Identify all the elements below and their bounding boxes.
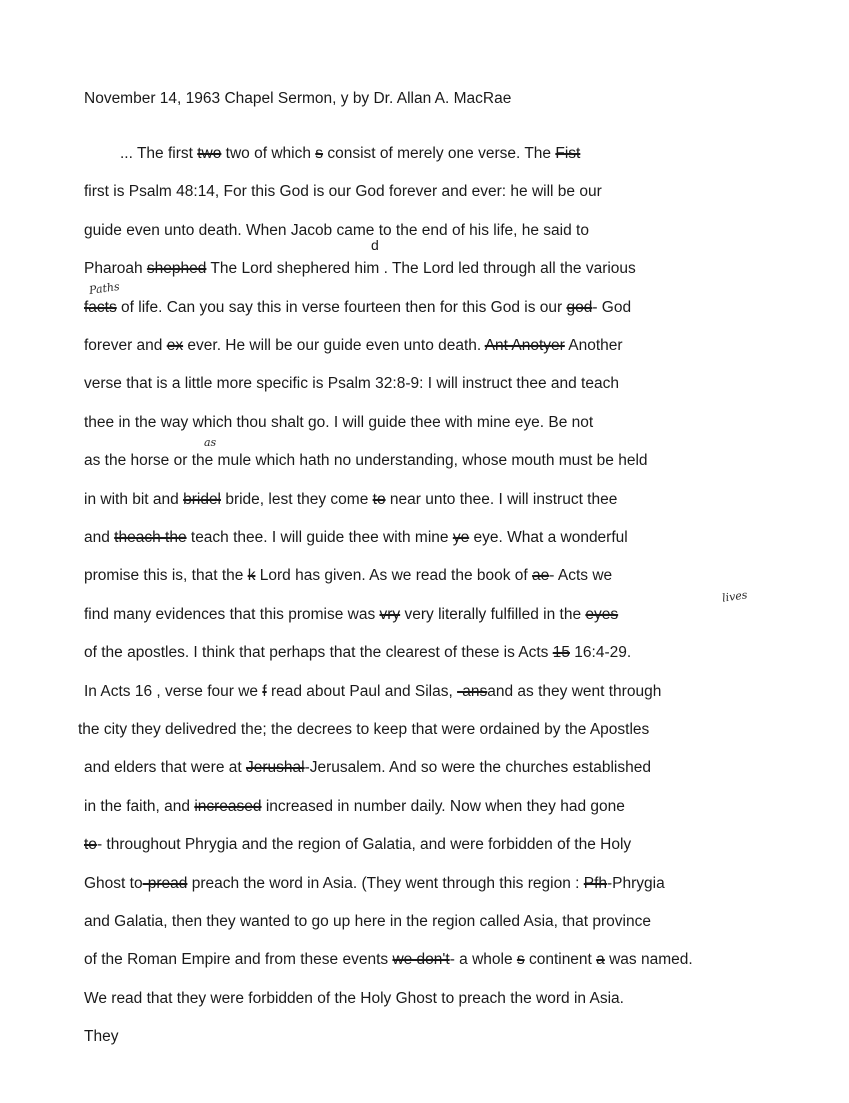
text-segment: continent <box>524 951 597 969</box>
text-segment: Pharoah <box>84 260 147 278</box>
text-segment: of the Roman Empire and from these events <box>84 951 393 969</box>
text-segment: -Phrygia <box>607 874 665 892</box>
text-segment: - throughout Phrygia and the region of Galatia, and were forbidden of the Holy <box>96 836 632 854</box>
text-segment: We read that they were forbidden of the Holy Ghost to preach the word in Asia. <box>84 989 624 1007</box>
text-line <box>84 913 651 931</box>
text-segment: increased in number daily. Now when they had gone <box>261 797 625 815</box>
text-segment: They <box>84 1028 119 1046</box>
struck-text: theach the <box>114 529 187 546</box>
text-segment: of the apostles. I think that perhaps that the clearest of these is Acts <box>84 644 553 662</box>
struck-text: we don't <box>392 951 450 969</box>
text-line <box>84 1028 118 1046</box>
struck-text: a <box>596 951 605 969</box>
text-line <box>84 299 631 317</box>
text-segment: thee in the way which thou shalt go. I will guide thee with mine eye. Be not <box>84 413 594 431</box>
text-segment: teach thee. I will guide thee with mine <box>186 529 453 546</box>
struck-text: bridel <box>183 490 222 508</box>
struck-text: Fist <box>555 145 581 162</box>
sermon-header: November 14, 1963 Chapel Sermon, y by Dr. Allan A. MacRae <box>84 90 512 107</box>
text-segment: -Jerusalem. And so were the churches established <box>304 759 651 777</box>
text-segment: preach the word in Asia. (They went through this region : <box>187 874 584 892</box>
handwritten-paths-annotation: Paths <box>88 279 121 298</box>
struck-text: vry <box>379 605 401 623</box>
text-segment: ... The first <box>120 145 198 162</box>
text-segment: forever and <box>84 337 167 354</box>
text-line <box>84 375 619 393</box>
text-line <box>84 683 661 701</box>
text-line <box>84 222 589 240</box>
struck-text: -ans <box>457 682 488 700</box>
text-line <box>84 183 602 201</box>
text-segment: the city they delivedred the; the decrees to keep that were ordained by the Apostles <box>78 721 650 738</box>
text-segment: 16:4-29. <box>569 644 632 662</box>
text-segment: guide even unto death. When Jacob came to the end of his life, he said to <box>84 221 589 239</box>
text-segment: eye. What a wonderful <box>469 529 628 546</box>
text-line <box>120 145 580 163</box>
text-segment: very literally fulfilled in the <box>400 605 586 623</box>
struck-text: two <box>197 145 222 162</box>
text-segment: and elders that were at <box>84 759 246 777</box>
handwritten-lives-annotation: lives <box>721 588 749 605</box>
handwritten-as-annotation: as <box>204 436 217 449</box>
text-segment: ever. He will be our guide even unto death. <box>183 337 485 354</box>
struck-text: s <box>516 951 525 969</box>
text-line <box>84 875 665 893</box>
text-segment: find many evidences that this promise was <box>84 605 380 623</box>
text-segment: The Lord shephered him . The Lord led through all the various <box>206 260 636 278</box>
struck-text: to <box>372 490 386 508</box>
text-segment: Another <box>564 337 623 354</box>
struck-text: shephed <box>146 260 207 278</box>
text-segment: and <box>84 529 115 546</box>
struck-text: Ant Anotyer <box>484 337 565 354</box>
text-line <box>84 414 593 432</box>
struck-text: facts <box>84 298 117 316</box>
text-line <box>84 798 625 816</box>
text-line <box>84 759 651 777</box>
text-line <box>84 951 693 969</box>
struck-text: ye <box>452 529 470 546</box>
text-segment: Ghost to <box>84 874 143 892</box>
text-segment: In Acts 16 , verse four we <box>84 682 263 700</box>
text-line <box>84 337 623 355</box>
text-segment: as the horse or the mule which hath no understanding, whose mouth must be held <box>84 452 648 470</box>
text-segment: consist of merely one verse. The <box>323 145 556 162</box>
text-segment: first is Psalm 48:14, For this God is our God forever and ever: he will be our <box>84 183 602 201</box>
text-line <box>84 606 618 624</box>
text-line <box>84 452 648 470</box>
struck-text: Pfh <box>583 874 607 892</box>
text-line <box>84 567 612 585</box>
text-segment: promise this is, that the <box>84 567 248 585</box>
text-segment: and Galatia, then they wanted to go up here in the region called Asia, that province <box>84 913 651 930</box>
struck-text: f <box>262 682 267 700</box>
text-line <box>84 836 631 854</box>
struck-text: s <box>315 145 324 162</box>
text-segment: and as they went through <box>487 682 662 700</box>
struck-text: increased <box>194 797 262 815</box>
text-segment: in the faith, and <box>84 797 195 815</box>
text-segment: - a whole <box>449 951 517 969</box>
text-segment: two of which <box>221 145 316 162</box>
text-segment: in with bit and <box>84 490 184 508</box>
text-segment: - God <box>592 298 632 316</box>
text-line <box>84 644 631 662</box>
text-line <box>78 721 649 739</box>
struck-text: god <box>566 298 593 316</box>
text-line <box>84 529 628 547</box>
text-segment: - Acts we <box>549 567 613 585</box>
text-segment: near unto thee. I will instruct thee <box>385 490 618 508</box>
text-line <box>84 990 624 1008</box>
struck-text: ex <box>166 337 184 354</box>
text-segment: Lord has given. As we read the book of <box>255 567 533 585</box>
text-segment: read about Paul and Silas, <box>266 682 458 700</box>
text-line <box>84 491 617 509</box>
typed-d-insertion: d <box>371 237 379 253</box>
struck-text: 15 <box>552 644 570 662</box>
struck-text: eyes <box>585 605 619 623</box>
struck-text: -pread <box>142 874 188 892</box>
struck-text: k <box>247 567 256 585</box>
text-line <box>84 260 636 278</box>
text-segment: was named. <box>604 951 693 969</box>
text-segment: verse that is a little more specific is Psalm 32:8-9: I will instruct thee and teach <box>84 375 619 393</box>
struck-text: ae <box>532 567 550 585</box>
struck-text: Jerushal <box>246 759 305 777</box>
text-segment: of life. Can you say this in verse fourteen then for this God is our <box>116 298 567 316</box>
text-segment: bride, lest they come <box>221 490 373 508</box>
struck-text: to <box>84 836 97 854</box>
